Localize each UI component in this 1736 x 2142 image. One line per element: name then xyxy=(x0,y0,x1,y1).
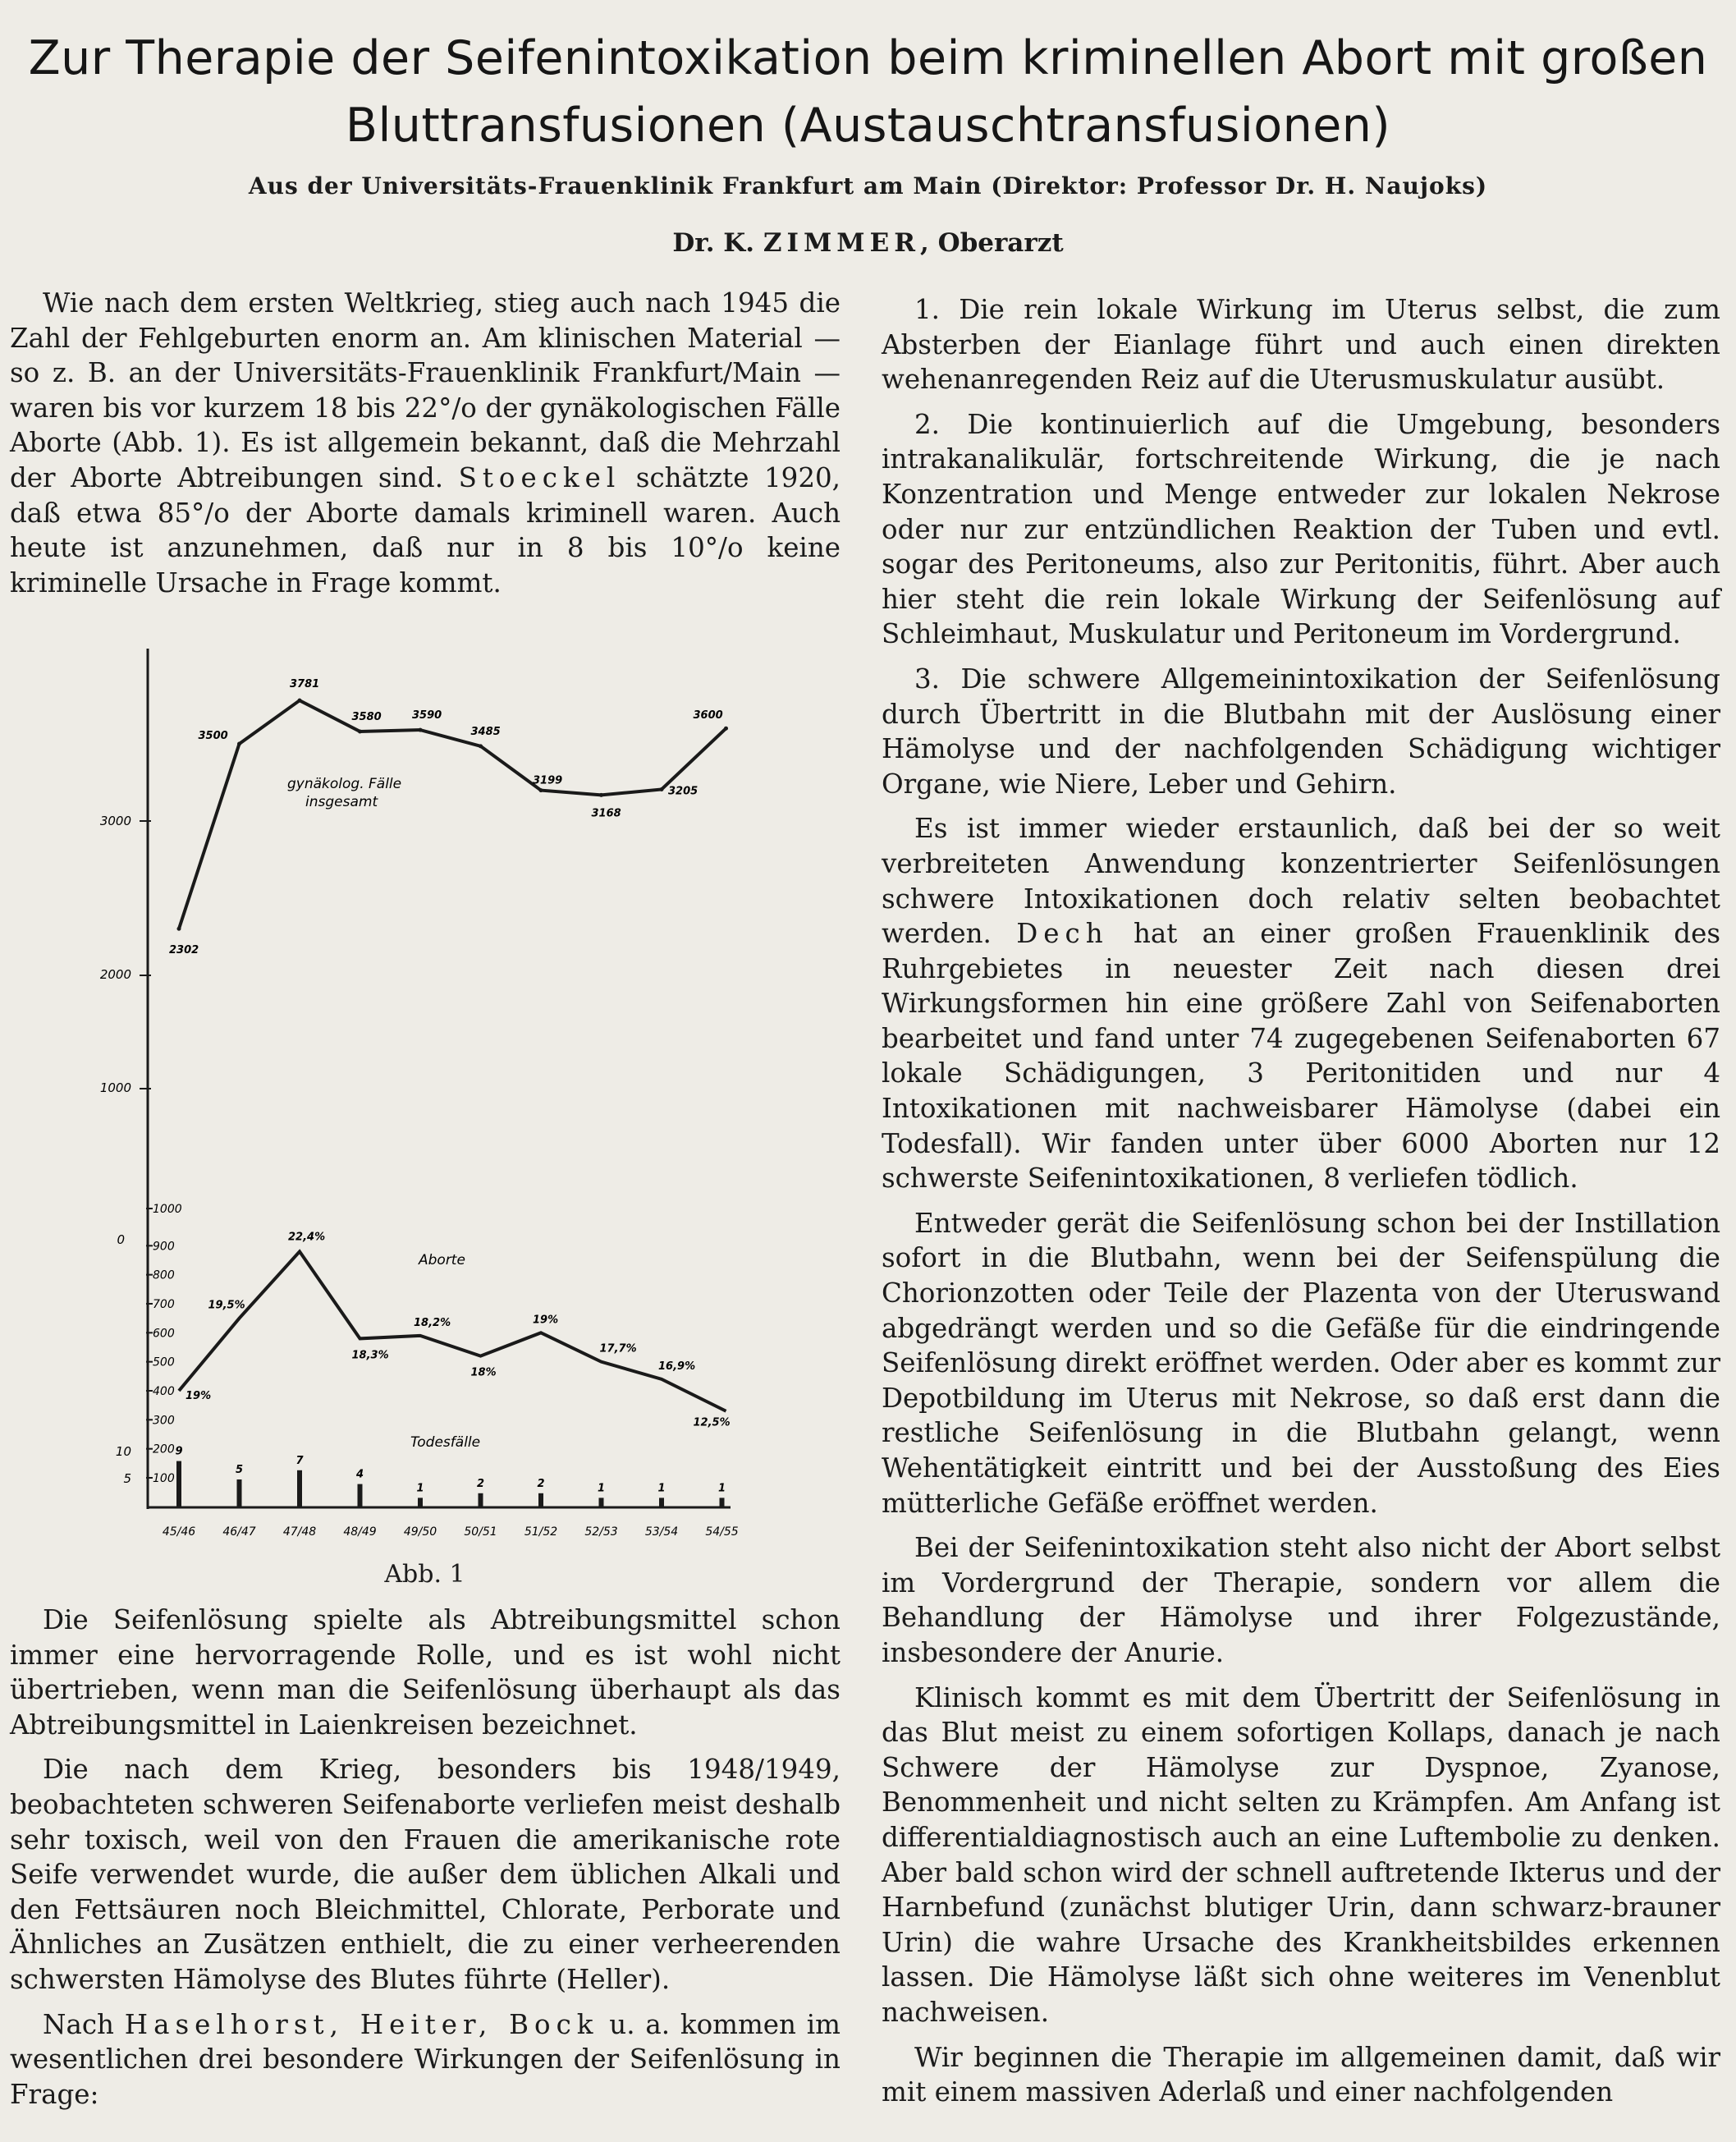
wirkungen-pre: Nach xyxy=(43,2008,125,2040)
zero-label: 0 xyxy=(117,1232,125,1247)
point-gyn-9 xyxy=(724,727,728,731)
point-gyn-3 xyxy=(358,729,362,733)
middle-series-label: Aborte xyxy=(419,1252,465,1268)
upper-tick-2000: 2000 xyxy=(99,967,131,982)
bar-todesfaelle-0 xyxy=(176,1461,181,1507)
left-column-top xyxy=(10,286,841,610)
label-todesfaelle-4: 1 xyxy=(416,1482,424,1495)
x-tick-label-46-47: 46/47 xyxy=(222,1525,256,1539)
lower-tick-10: 10 xyxy=(115,1444,131,1459)
bar-todesfaelle-4 xyxy=(418,1498,423,1507)
label-todesfaelle-7: 1 xyxy=(597,1482,606,1495)
label-todesfaelle-0: 9 xyxy=(175,1445,183,1458)
label-aborte-6: 19% xyxy=(533,1314,559,1327)
x-tick-label-49-50: 49/50 xyxy=(403,1525,437,1539)
point-gyn-7 xyxy=(599,793,603,797)
chart-axes xyxy=(140,649,739,1539)
middle-tick-label-400: 400 xyxy=(153,1385,175,1398)
paragraph-therapie-beginn: Wir beginnen die Therapie im allgemeinen damit, daß wir mit einem massiven Aderlaß und einer nachfolgenden xyxy=(882,2041,1720,2108)
x-tick-label-50-51: 50/51 xyxy=(464,1525,497,1539)
label-aborte-0: 19% xyxy=(186,1390,212,1402)
author-ref-stoeckel: Stoeckel xyxy=(458,461,621,493)
x-tick-label-47-48: 47/48 xyxy=(282,1525,317,1539)
bar-todesfaelle-6 xyxy=(538,1493,543,1507)
paragraph-krieg: Die nach dem Krieg, besonders bis 1948/1949, beobachteten schweren Seifenaborte verliefen meist deshalb sehr toxisch, weil von den Frauen die amerikanische rote Seife verwendet wurde, die außer dem üblichen Alkali und den Fettsäuren noch Bleichmittel, Chlorate, Perborate und Ähnliches an Zusätzen enthielt, die zu einer verheerenden schwersten Hämolyse des Blutes führte (Heller). xyxy=(10,1754,841,1995)
label-aborte-4: 18,2% xyxy=(414,1316,451,1329)
label-todesfaelle-2: 7 xyxy=(295,1454,304,1467)
label-gyn-3: 3580 xyxy=(351,710,382,723)
author-name: ZIMMER xyxy=(763,228,920,258)
x-tick-label-52-53: 52/53 xyxy=(584,1525,618,1539)
author-ref-dech: Dech xyxy=(1016,918,1109,950)
paragraph-klinik: Klinisch kommt es mit dem Übertritt der Seifenlösung in das Blut meist zu einem sofortigen Kollaps, danach je nach Schwere der Hämolyse zur Dyspnoe, Zyanose, Benommenheit und nicht selten zu Krämpfen. Am Anfang ist differentialdiagnostisch auch an eine Luftembolie zu denken. Aber bald schon wird der schnell auftretende Ikterus und der Harnbefund (zunächst blutiger Urin, dann schwarz-brauner Urin) die wahre Ursache des Krankheitsbildes erkennen lassen. Die Hämolyse läßt sich ohne weiteres im Venenblut nachweisen. xyxy=(882,1681,1720,2028)
author-line xyxy=(0,228,1736,258)
middle-tick-label-600: 600 xyxy=(153,1327,175,1341)
label-aborte-9: 12,5% xyxy=(693,1416,731,1429)
middle-tick-label-700: 700 xyxy=(153,1298,175,1311)
label-todesfaelle-5: 2 xyxy=(476,1477,485,1490)
point-gyn-1 xyxy=(237,742,241,746)
label-aborte-5: 18% xyxy=(470,1366,497,1379)
label-aborte-2: 22,4% xyxy=(288,1231,326,1244)
bar-todesfaelle-8 xyxy=(659,1498,664,1507)
lower-series-label: Todesfälle xyxy=(410,1434,481,1451)
bar-todesfaelle-9 xyxy=(720,1498,725,1507)
title-line-2: Bluttransfusionen (Austauschtransfusionen) xyxy=(345,99,1391,153)
point-gyn-5 xyxy=(479,744,483,748)
figure-caption: Abb. 1 xyxy=(384,1560,465,1589)
x-tick-label-45-46: 45/46 xyxy=(162,1525,196,1539)
point-gyn-8 xyxy=(660,787,664,791)
label-todesfaelle-8: 1 xyxy=(657,1482,666,1495)
paragraph-dech xyxy=(882,811,1720,1196)
bar-todesfaelle-3 xyxy=(358,1484,363,1507)
upper-tick-1000: 1000 xyxy=(99,1080,131,1095)
paragraph-seifenloesung: Die Seifenlösung spielte als Abtreibungsmittel schon immer eine hervorragende Rolle, und es ist wohl nicht übertrieben, wenn man die Seifenlösung überhaupt als das Abtreibungsmittel in Laienkreisen bezeichnet. xyxy=(10,1604,841,1741)
author-suffix: , Oberarzt xyxy=(919,228,1064,258)
paragraph-point-1: 1. Die rein lokale Wirkung im Uterus selbst, die zum Absterben der Eianlage führt und auch einen direkten wehenanregenden Reiz auf die Uterusmuskulatur ausübt. xyxy=(882,294,1720,396)
label-todesfaelle-6: 2 xyxy=(537,1477,545,1490)
label-gyn-0: 2302 xyxy=(169,944,199,957)
label-aborte-3: 18,3% xyxy=(351,1349,389,1362)
lower-tick-5: 5 xyxy=(123,1471,131,1486)
author-prefix: Dr. K. xyxy=(672,228,755,258)
x-tick-label-51-52: 51/52 xyxy=(524,1525,558,1539)
x-tick-label-53-54: 53/54 xyxy=(644,1525,679,1539)
series-aborte-line xyxy=(179,1251,726,1410)
label-gyn-6: 3199 xyxy=(533,774,563,787)
paragraph-intro xyxy=(10,286,841,600)
label-todesfaelle-9: 1 xyxy=(717,1482,726,1495)
article-title xyxy=(0,25,1736,159)
middle-tick-label-300: 300 xyxy=(153,1414,175,1428)
label-gyn-8: 3205 xyxy=(668,785,699,798)
paragraph-point-2: 2. Die kontinuierlich auf die Umgebung, besonders intrakanalikulär, fortschreitende Wirkung, die je nach Konzentration und Menge entweder zur lokalen Nekrose oder nur zur entzündlichen Reaktion der Tuben und evtl. sogar des Peritoneums, also zur Peritonitis, führt. Aber auch hier steht die rein lokale Wirkung der Seifenlösung auf Schleimhaut, Muskulatur und Peritoneum im Vordergrund. xyxy=(882,408,1720,650)
x-tick-label-48-49: 48/49 xyxy=(343,1525,377,1539)
dech-rest: hat an einer großen Frauenklinik des Ruhrgebietes in neuester Zeit nach diesen drei Wirkungsformen hin eine größere Zahl von Seifenaborten bearbeitet und fand unter 74 zugegebenen Seifenaborten 67 lokale Schädigungen, 3 Peritonitiden und nur 4 Intoxikationen mit nachweisbarer Hämolyse (dabei ein Todesfall). Wir fanden unter über 6000 Aborten nur 12 schwerste Seifenintoxikationen, 8 verliefen tödlich. xyxy=(882,918,1721,1195)
middle-tick-label-500: 500 xyxy=(153,1355,175,1369)
series-gyn-faelle-line xyxy=(179,700,726,929)
middle-tick-label-800: 800 xyxy=(153,1268,175,1282)
bar-todesfaelle-2 xyxy=(297,1470,302,1507)
paragraph-wirkungen xyxy=(10,2007,841,2112)
upper-tick-3000: 3000 xyxy=(99,814,131,828)
upper-series-label-1: gynäkolog. Fälle xyxy=(287,776,402,792)
label-gyn-9: 3600 xyxy=(693,709,723,722)
wirkungen-rest: u. a. kommen im wesentlichen drei besondere Wirkungen der Seifenlösung in Frage: xyxy=(10,2008,841,2110)
label-aborte-1: 19,5% xyxy=(208,1299,245,1312)
chart-marks xyxy=(169,678,731,1507)
label-todesfaelle-1: 5 xyxy=(235,1464,244,1476)
label-gyn-2: 3781 xyxy=(290,678,320,691)
middle-tick-label-200: 200 xyxy=(153,1443,175,1456)
intro-text-rest: schätzte 1920, daß etwa 85°/o der Aborte damals kriminell waren. Auch heute ist anzunehmen, daß nur in 8 bis 10°/o keine kriminelle Ursache in Frage kommt. xyxy=(10,461,841,599)
title-line-1: Zur Therapie der Seifenintoxikation beim kriminellen Abort mit großen xyxy=(28,31,1708,85)
bar-todesfaelle-1 xyxy=(237,1479,242,1507)
author-refs: Haselhorst, Heiter, Bock xyxy=(124,2008,599,2040)
paragraph-therapie-fokus: Bei der Seifenintoxikation steht also nicht der Abort selbst im Vordergrund der Therapie, sondern vor allem die Behandlung der Hämolyse und ihrer Folgezustände, insbesondere der Anurie. xyxy=(882,1532,1720,1668)
point-gyn-0 xyxy=(177,927,181,931)
point-gyn-2 xyxy=(298,699,302,703)
label-todesfaelle-3: 4 xyxy=(355,1468,364,1481)
statistics-chart xyxy=(90,649,763,1560)
right-column xyxy=(882,292,1720,2120)
middle-tick-label-900: 900 xyxy=(153,1240,175,1254)
bar-todesfaelle-5 xyxy=(479,1493,483,1507)
affiliation: Aus der Universitäts-Frauenklinik Frankfurt am Main (Direktor: Professor Dr. H. Naujoks) xyxy=(248,172,1488,200)
dech-pre: Es ist immer wieder erstaunlich, daß bei der so weit verbreiteten Anwendung konzentrierter Seifenlösungen schwere Intoxikationen doch relativ selten beobachtet werden. xyxy=(882,813,1720,950)
middle-tick-label-100: 100 xyxy=(153,1472,175,1485)
paragraph-instillation: Entweder gerät die Seifenlösung schon bei der Instillation sofort in die Blutbahn, wenn bei der Seifenspülung die Chorionzotten oder Teile der Plazenta von der Uteruswand abgedrängt werden und so die Gefäße für die eindringende Seifenlösung direkt eröffnet werden. Oder aber es kommt zur Depotbildung im Uterus mit Nekrose, so daß erst dann die restliche Seifenlösung in die Blutbahn gelangt, wenn Wehentätigkeit eintritt und bei der Ausstoßung des Eies mütterliche Gefäße eröffnet werden. xyxy=(882,1207,1720,1519)
label-gyn-1: 3500 xyxy=(198,730,228,742)
point-gyn-4 xyxy=(419,728,423,732)
figure-abb-1 xyxy=(90,649,763,1560)
x-tick-label-54-55: 54/55 xyxy=(705,1525,739,1539)
label-gyn-4: 3590 xyxy=(412,709,442,722)
point-gyn-6 xyxy=(539,788,543,792)
intro-text: Wie nach dem ersten Weltkrieg, stieg auch nach 1945 die Zahl der Fehlgeburten enorm an. Am klinischen Material — so z. B. an der Universitäts-Frauenklinik Frankfurt/Main — waren bis vor kurzem 18 bis 22°/o der gynäkologischen Fälle Aborte (Abb. 1). Es ist allgemein bekannt, daß die Mehrzahl der Aborte Abtreibungen sind. xyxy=(10,287,841,493)
label-gyn-5: 3485 xyxy=(470,725,501,738)
upper-series-label-2: insgesamt xyxy=(305,794,378,810)
label-gyn-7: 3168 xyxy=(591,807,621,820)
middle-tick-label-1000: 1000 xyxy=(153,1203,182,1216)
left-column-bottom xyxy=(10,1603,841,2121)
bar-todesfaelle-7 xyxy=(599,1498,604,1507)
label-aborte-8: 16,9% xyxy=(658,1360,696,1373)
paragraph-point-3: 3. Die schwere Allgemeinintoxikation der Seifenlösung durch Übertritt in die Blutbahn mit der Auslösung einer Hämolyse und der nachfolgenden Schädigung wichtiger Organe, wie Niere, Leber und Gehirn. xyxy=(882,663,1720,800)
label-aborte-7: 17,7% xyxy=(599,1342,637,1355)
